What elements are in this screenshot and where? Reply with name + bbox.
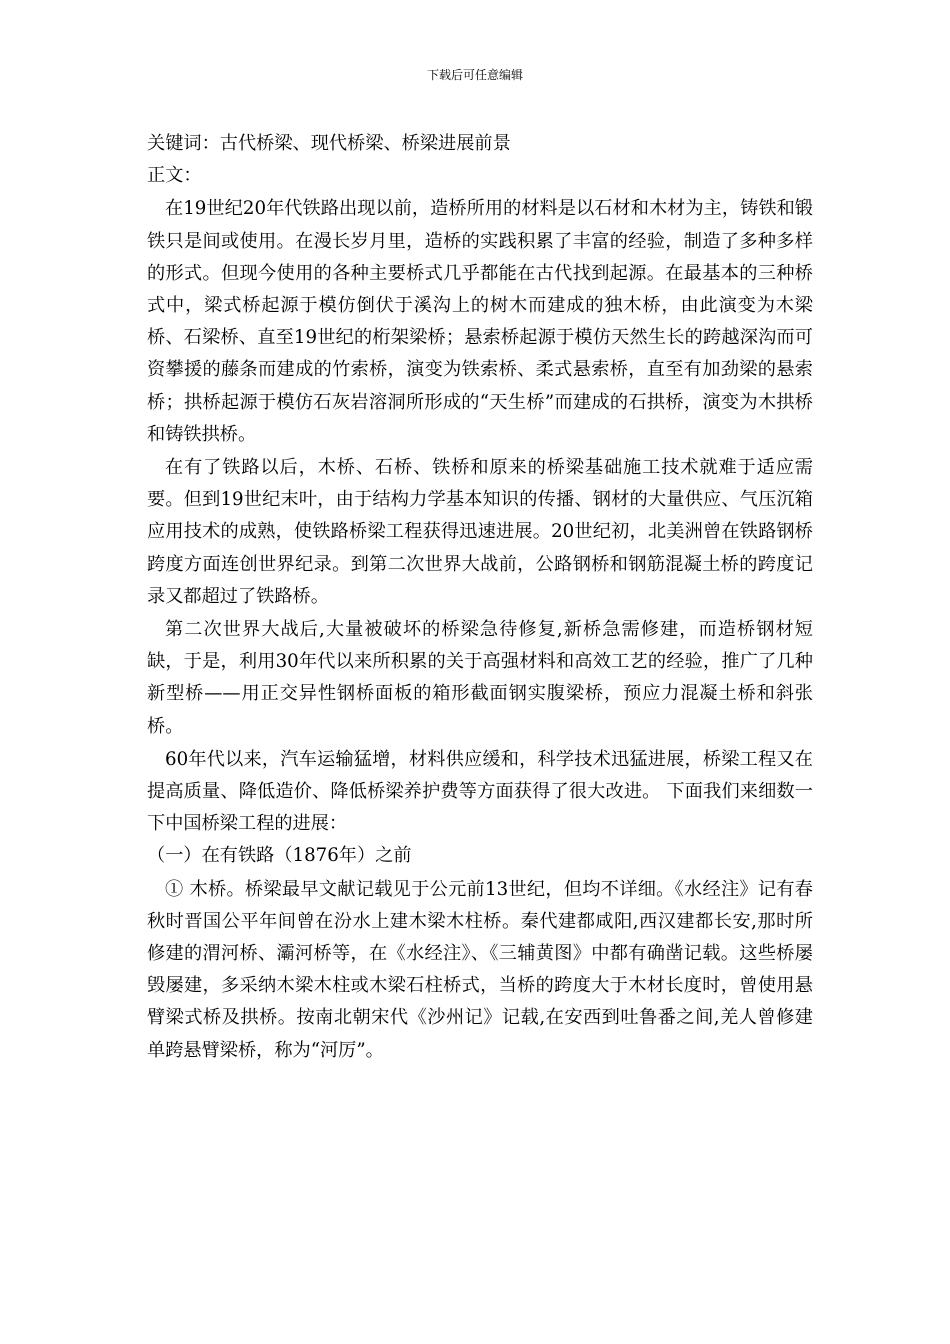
paragraph: 在19世纪20年代铁路出现以前，造桥所用的材料是以石材和木材为主，铸铁和锻铁只是间或使用。在漫长岁月里，造桥的实践积累了丰富的经验，制造了多种多样的形式。但现今使用的各种主要桥式几乎都能在古代找到起源。在最基本的三种桥式中，梁式桥起源于模仿倒伏于溪沟上的树木而建成的独木桥，由此演变为木梁桥、石梁桥、直至19世纪的桁架梁桥；悬索桥起源于模仿天然生长的跨越深沟而可资攀援的藤条而建成的竹索桥，演变为铁索桥、柔式悬索桥，直至有加劲梁的悬索桥；拱桥起源于模仿石灰岩溶洞所形成的“天生桥”而建成的石拱桥，演变为木拱桥和铸铁拱桥。 (147, 198, 813, 445)
paragraph: 在有了铁路以后，木桥、石桥、铁桥和原来的桥梁基础施工技术就难于适应需要。但到19世纪末叶，由于结构力学基本知识的传播、钢材的大量供应、气压沉箱应用技术的成熟，使铁路桥梁工程获得迅速进展。20世纪初，北美洲曾在铁路钢桥跨度方面连创世界纪录。到第二次世界大战前，公路钢桥和钢筋混凝土桥的跨度记录又都超过了铁路桥。 (147, 457, 813, 607)
section-heading: （一）在有铁路（1876年）之前 (147, 845, 412, 867)
paragraph: 第二次世界大战后,大量被破坏的桥梁急待修复,新桥急需修建，而造桥钢材短缺，于是，利用30年代以来所积累的关于高强材料和高效工艺的经验，推广了几种新型桥——用正交异性钢桥面板的箱形截面钢实腹梁桥，预应力混凝土桥和斜张桥。 (147, 619, 813, 737)
section-paragraph: ① 木桥。桥梁最早文献记载见于公元前13世纪，但均不详细。《水经注》记有春秋时晋国公平年间曾在汾水上建木梁木柱桥。秦代建都咸阳,西汉建都长安,那时所修建的渭河桥、灞河桥等，在《水经注》、《三辅黄图》中都有确凿记载。这些桥屡毁屡建，多采纳木梁木柱或木梁石柱桥式，当桥的跨度大于木材长度时，曾使用悬臂梁式桥及拱桥。按南北朝宋代《沙州记》记载,在安西到吐鲁番之间,羌人曾修建单跨悬臂梁桥，称为“河厉”。 (147, 878, 813, 1061)
body-label: 正文： (147, 165, 202, 187)
keywords-line: 关键词：古代桥梁、现代桥梁、桥梁进展前景 (147, 133, 511, 154)
page-header: 下载后可任意编辑 (426, 68, 523, 82)
paragraph: 60年代以来，汽车运输猛增，材料供应缓和，科学技术迅猛进展，桥梁工程又在提高质量、降低造价、降低桥梁养护费等方面获得了很大改进。 下面我们来细数一下中国桥梁工程的进展： (147, 748, 813, 835)
document-body (147, 128, 813, 1067)
